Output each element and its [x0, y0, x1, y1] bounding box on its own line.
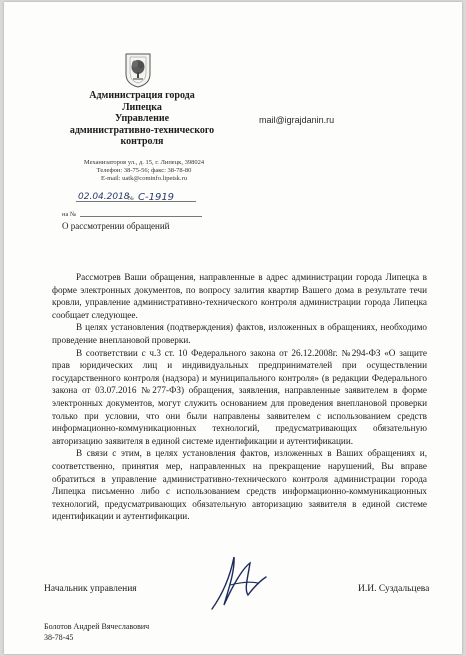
handwritten-signature-icon: [204, 547, 274, 617]
number-mark: №: [128, 196, 134, 202]
address-line: Механизаторов ул., д. 15, г. Липецк, 398024: [83, 159, 205, 166]
reference-underline: [80, 216, 202, 217]
org-line: Липецка: [122, 101, 162, 113]
registration-line: [76, 189, 196, 203]
executor-phone: 38-78-45: [44, 632, 74, 642]
reference-label: на №: [62, 211, 77, 218]
city-emblem-icon: [124, 52, 152, 88]
org-line: контроля: [120, 136, 164, 147]
body-paragraph: Рассмотрев Ваши обращения, направленные в адрес администрации города Липецка в форме электронных документов, по вопросу залития квартир Вашего дома в результате течи кровли, управление административно-технического контроля администрации города Липецка сообщает следующее.: [52, 272, 427, 320]
executor-info: [44, 622, 149, 643]
registration-date: 02.04.2018: [78, 192, 130, 202]
letter-page: [4, 2, 462, 654]
body-paragraph: В целях установления (подтверждения) фактов, изложенных в обращениях, необходимо проведение внеплановой проверки.: [52, 322, 427, 345]
phone-line: Телефон: 38-75-56; факс: 38-78-80: [96, 167, 192, 174]
reference-line: [62, 208, 202, 218]
organization-address: [64, 159, 224, 183]
letter-body: [52, 271, 427, 523]
signer-name: И.И. Суздальцева: [358, 584, 430, 594]
organization-header: [52, 90, 232, 148]
letter-subject: О рассмотрении обращений: [62, 221, 170, 231]
executor-name: Болотов Андрей Вячеславович: [44, 622, 150, 631]
registration-number: С-1919: [138, 192, 175, 203]
signer-title: Начальник управления: [44, 584, 137, 594]
recipient-email: mail@igrajdanin.ru: [259, 115, 335, 125]
org-line: Администрация города: [89, 90, 195, 101]
body-paragraph: В соответствии с ч.3 ст. 10 Федерального закона от 26.12.2008г. №294-ФЗ «О защите прав юридических лиц и индивидуальных предпринимателей при осуществлении государственного контроля (надзора) и муниципального контроля» (в редакции Федерального закона от 03.07.2016 №277-ФЗ) обращения, заявления, направленные заявителем в форме электронных документов, могут служить основанием для проведения внеплановой проверки только при условии, что они были направлены заявителем с использованием средств информационно-коммуникационных технологий, предусматривающих обязательную авторизацию заявителя в единой системе идентификации и аутентификации.: [52, 347, 427, 446]
body-paragraph: В связи с этим, в целях установления фактов, изложенных в Ваших обращениях и, соответственно, принятия мер, направленных на прекращение нарушений, Вы вправе обратиться в управление административно-технического контроля администрации города Липецка письменно либо с использованием средств информационно-коммуникационных технологий, предусматривающих обязательную авторизацию заявителя в единой системе идентификации и аутентификации.: [52, 448, 427, 522]
email-line: E-mail: uatk@cominfo.lipetsk.ru: [101, 175, 187, 182]
org-line: административно-технического: [69, 124, 215, 136]
org-line: Управление: [114, 113, 170, 124]
